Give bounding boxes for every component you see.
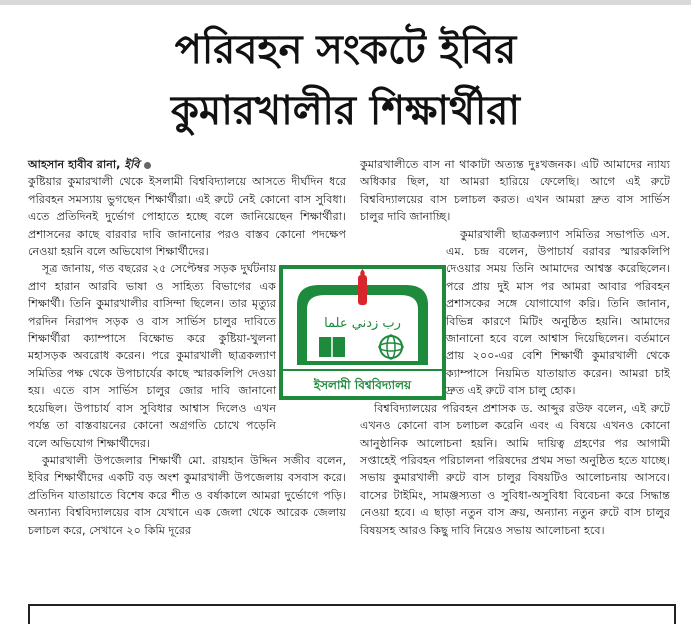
paragraph: সূত্র জানায়, গত বছরের ২৫ সেপ্টেম্বর সড়ক দুর্ঘটনায় প্রাণ হারান আরবি ভাষা ও সাহিত্য বিভাগের এক শিক্ষার্থী। তিনি কুমারখালীর বাসিন্দা ছিলেন। তার মৃত্যুর পরদিন নিরাপদ সড়ক ও বাস সার্ভিস চালুর দাবিতে শিক্ষার্থীরা ক্যাম্পাসে বিক্ষোভ করে কুষ্টিয়া-খুলনা মহাসড়ক অবরোধ করেন। পরে কুমারখালী ছাত্রকল্যাণ সমিতির পক্ষ থেকে উপাচার্যের কাছে স্মারকলিপি দেওয়া হয়। এতে বাস সার্ভিস চালুর জোর দাবি জানানো হয়েছিল। উপাচার্য বাস সুবিধার আশ্বাস দিলেও এখন পর্যন্ত তা বাস্তবায়নের কোনো অগ্রগতি চোখে পড়েনি বলে অভিযোগ শিক্ষার্থীদের।	[28, 262, 276, 450]
headline-line-2: কুমারখালীর শিক্ষার্থীরা	[171, 88, 520, 134]
paragraph: বিশ্ববিদ্যালয়ের পরিবহন প্রশাসক ড. আব্দুর রউফ বলেন, এই রুটে এখনও কোনো বাস চলাচল করেনি এবং এ বিষয়ে এখনও কোনো আনুষ্ঠানিক আলোচনা হয়নি। আমি দায়িত্ব গ্রহণের পর আগামী সপ্তাহেই পরিবহন পরিচালনা পরিষদের প্রথম সভা অনুষ্ঠিত হতে যাচ্ছে। সভায় কুমারখালী রুটে বাস চালুর বিষয়টিও আলোচনায় আসবে। বাসের টাইমিং, সামঞ্জস্যতা ও সুবিধা-অসুবিধা বিবেচনা করে সিদ্ধান্ত নেওয়া হবে। এ ছাড়া নতুন বাস ক্রয়, অন্যান্য নতুন রুটে বাস চালুর বিষয়সহ আরও কিছু দাবি নিয়েও সভায় আলোচনা হবে।	[360, 401, 670, 537]
paragraph: কুমারখালীতে বাস না থাকাটা অত্যন্ত দুঃখজনক। এটি আমাদের ন্যায্য অধিকার ছিল, যা আমরা হারিয়ে ফেলেছি। আগে এই রুটে বিশ্ববিদ্যালয়ের বাস চলাচল করত। এখন আমরা দ্রুত বাস সার্ভিস চালুর দাবি জানাচ্ছি।	[360, 158, 670, 224]
top-strip	[0, 0, 691, 5]
logo-caption: ইসলামী বিশ্ববিদ্যালয়	[313, 378, 412, 392]
university-logo	[279, 265, 446, 400]
candle-icon	[358, 275, 367, 305]
headline-line-1: পরিবহন সংকটে ইবির	[174, 27, 517, 73]
byline-outlet: ইবি	[124, 158, 140, 171]
byline	[28, 156, 346, 173]
logo-emblem-icon	[279, 265, 446, 400]
paragraph: কুমারখালী ছাত্রকল্যাণ সমিতির সভাপতি এস. এম. চন্দ্র বলেন, উপাচার্য বরাবর স্মারকলিপি দেওয়ার সময় তিনি আমাদের আশ্বস্ত করেছিলেন। পরে প্রায় দুই মাস পর আমরা আবার পরিবহন প্রশাসকের সঙ্গে যোগাযোগ করি। তিনি জানান, বিভিন্ন কারণে মিটিং অনুষ্ঠিত হয়নি। আমাদের জানানো হবে বলে আশ্বাস দিয়েছিলেন। বর্তমানে প্রায় ২০০-এর বেশি শিক্ষার্থী কুমারখালী থেকে ক্যাম্পাসে নিয়মিত যাতায়াত করেন। আমরা চাই দ্রুত এই রুটে বাস চালু হোক।	[446, 227, 670, 398]
bullet-icon	[144, 162, 151, 169]
paragraph: কুমারখালী উপজেলার শিক্ষার্থী মো. রায়হান উদ্দিন সজীব বলেন, ইবির শিক্ষার্থীদের একটি বড় অংশ কুমারখালী উপজেলায় বসবাস করে। প্রতিদিন যাতায়াতে বিশেষ করে শীত ও বর্ষাকালে আমরা দুর্ভোগে পড়ি। অন্যান্য বিশ্ববিদ্যালয়ের বাস যেখানে এক জেলা থেকে আরেক জেলায় চলাচল করে, সেখানে ২০ কিমি দূরের	[28, 453, 346, 537]
next-article-frame	[28, 604, 676, 624]
logo-arabic-text: رب زدني علما	[324, 316, 401, 331]
byline-author: আহসান হাবীব রানা,	[28, 158, 125, 171]
headline	[0, 20, 691, 142]
paragraph: কুষ্টিয়ার কুমারখালী থেকে ইসলামী বিশ্ববিদ্যালয়ে আসতে দীর্ঘদিন ধরে পরিবহন সমস্যায় ভুগছেন শিক্ষার্থীরা। এই রুটে নেই কোনো বাস সুবিধা। এতে প্রতিদিনই দুর্ভোগ পোহাতে হচ্ছে বলে জানিয়েছেন শিক্ষার্থীরা। প্রশাসনের কাছে বারবার দাবি জানানোর পরও বাস্তব কোনো পদক্ষেপ নেওয়া হয়নি বলে অভিযোগ শিক্ষার্থীদের।	[28, 175, 346, 259]
